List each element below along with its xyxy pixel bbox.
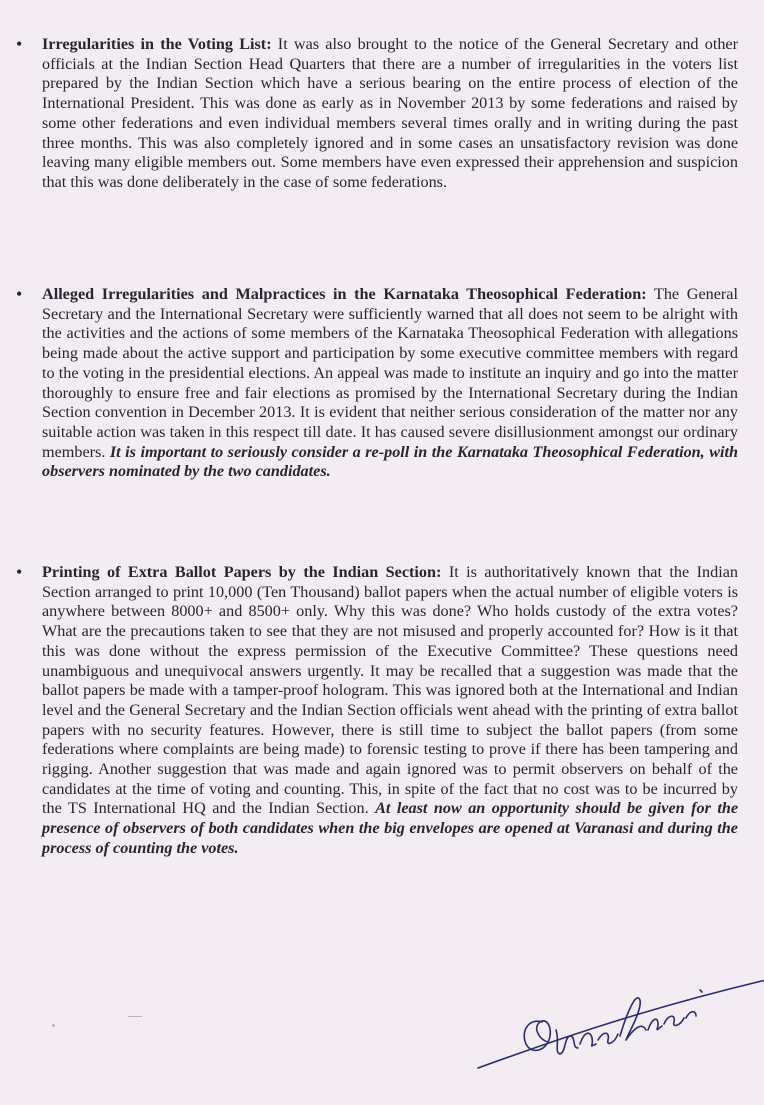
bullet-icon: • <box>16 34 23 54</box>
section-heading: Alleged Irregularities and Malpractices in the Karnataka Theosophical Federation: <box>42 285 647 303</box>
section-heading: Printing of Extra Ballot Papers by the Indian Section: <box>42 563 442 581</box>
section-emphasis: It is important to seriously consider a re-poll in the Karnataka Theosophical Federation, with observers nominated by the two candidates. <box>42 442 738 481</box>
paragraph <box>42 285 738 482</box>
section-body: It was also brought to the notice of the General Secretary and other officials at the Indian Section Head Quarters that there are a number of irregularities in the voters list prepared by the Indian Section which have a serious bearing on the entire process of election of the International President. This was done as early as in November 2013 by some federations and raised by some other federations and even individual members several times orally and in writing during the past three months. This was also completely ignored and in some cases an unsatisfactory revision was done leaving many eligible members out. Some members have even expressed their apprehension and suspicion that this was done deliberately in the case of some federations. <box>42 35 738 191</box>
bullet-icon: • <box>16 284 23 304</box>
section-heading: Irregularities in the Voting List: <box>42 35 272 53</box>
bullet-icon: • <box>16 562 23 582</box>
section-emphasis: At least now an opportunity should be given for the presence of observers of both candidates when the big envelopes are opened at Varanasi and during the process of counting the votes. <box>42 799 739 857</box>
section-body: It is authoritatively known that the Indian Section arranged to print 10,000 (Ten Thousand) ballot papers when the actual number of eligible voters is anywhere between 8000+ and 8500+ only. Why this was done? Who holds custody of the extra votes? What are the precautions taken to see that they are not misused and properly accounted for? How is it that this was done without the express permission of the Executive Committee? These questions need unambiguous and unequivocal answers urgently. It may be recalled that a suggestion was made that the ballot papers be made with a tamper-proof hologram. This was ignored both at the International and Indian level and the General Secretary and the Indian Section officials went ahead with the printing of extra ballot papers with no security features. However, there is still time to subject the ballot papers (from some federations where complaints are being made) to forensic testing to prove if there has been tampering and rigging. Another suggestion that was made and again ignored was to permit observers on behalf of the candidates at the time of voting and counting. This, in spite of the fact that no cost was to be incurred by the TS International HQ and the Indian Section. <box>42 563 738 818</box>
paragraph <box>42 563 738 859</box>
scan-speck <box>52 1024 55 1027</box>
scan-speck <box>128 1016 142 1017</box>
signature-icon <box>470 960 764 1080</box>
paragraph <box>42 35 738 193</box>
section-body: The General Secretary and the International Secretary were sufficiently warned that all does not seem to be alright with the activities and the actions of some members of the Karnataka Theosophical Federation with allegations being made about the active support and participation by some executive committee members with regard to the voting in the presidential elections. An appeal was made to institute an inquiry and go into the matter thoroughly to ensure free and fair elections as promised by the International Secretary during the Indian Section convention in December 2013. It is evident that neither serious consideration of the matter nor any suitable action was taken in this respect till date. It has caused severe disillusionment amongst our ordinary members. <box>42 285 738 461</box>
